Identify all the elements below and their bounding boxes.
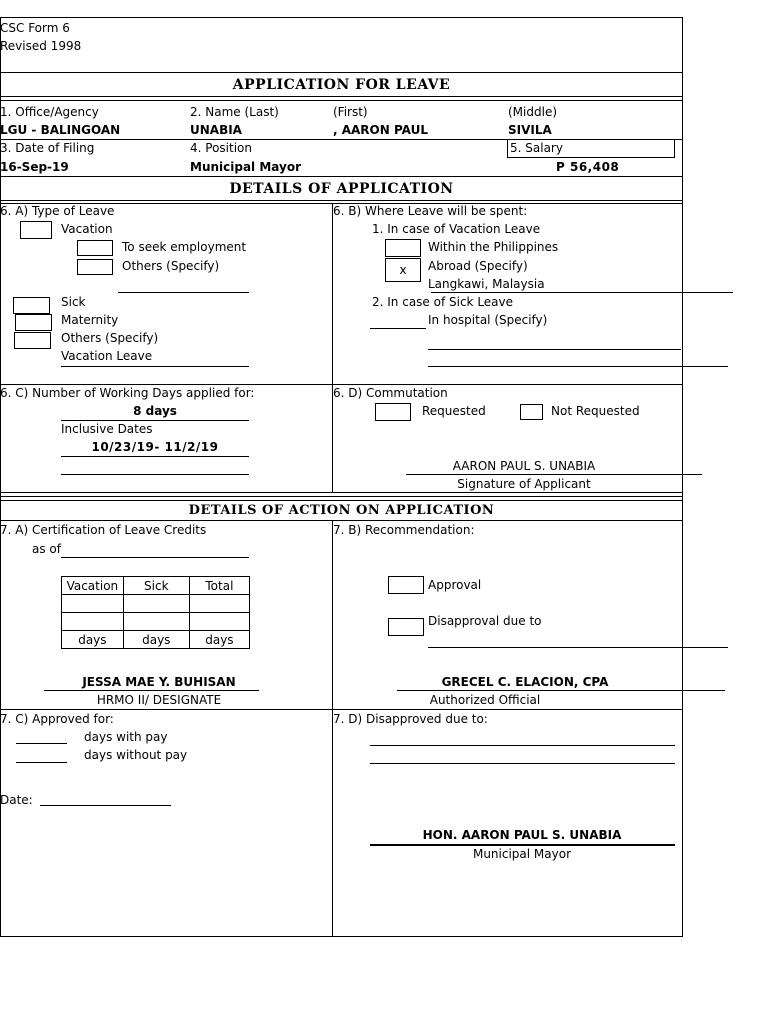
working-days-value: 8 days bbox=[133, 404, 177, 418]
disapproval-reason-line[interactable] bbox=[428, 647, 728, 648]
total-credit-cell[interactable] bbox=[189, 595, 249, 613]
as-of-line[interactable] bbox=[61, 557, 249, 558]
divider bbox=[0, 96, 683, 97]
table-row bbox=[62, 595, 250, 613]
date-label: Date: bbox=[0, 793, 33, 807]
divider bbox=[0, 72, 683, 73]
working-days-line bbox=[61, 420, 249, 421]
office-value: LGU - BALINGOAN bbox=[0, 123, 121, 137]
divider bbox=[0, 492, 683, 493]
requested-label: Requested bbox=[422, 404, 486, 418]
official-signatory: GRECEL C. ELACION, CPA bbox=[441, 675, 609, 689]
approved-for-label: 7. C) Approved for: bbox=[0, 712, 114, 726]
inclusive-dates-value: 10/23/19- 11/2/19 bbox=[91, 440, 219, 454]
action-heading: DETAILS OF ACTION ON APPLICATION bbox=[188, 503, 495, 518]
name-first-label: (First) bbox=[333, 105, 368, 119]
divider bbox=[0, 100, 683, 101]
name-last-label: 2. Name (Last) bbox=[190, 105, 279, 119]
mayor-title: Municipal Mayor bbox=[472, 847, 572, 861]
abroad-label: Abroad (Specify) bbox=[428, 259, 528, 273]
commutation-label: 6. D) Commutation bbox=[333, 386, 448, 400]
sick-checkbox[interactable] bbox=[13, 297, 50, 314]
divider bbox=[0, 520, 683, 521]
sick-credit-cell[interactable] bbox=[123, 595, 189, 613]
divider bbox=[332, 520, 333, 937]
maternity-label: Maternity bbox=[61, 313, 119, 327]
date-filing-value: 16-Sep-19 bbox=[0, 160, 69, 174]
recommendation-label: 7. B) Recommendation: bbox=[333, 523, 475, 537]
disapproval-checkbox[interactable] bbox=[388, 618, 424, 636]
column-header-sick: Sick bbox=[123, 577, 189, 595]
as-of-label: as of bbox=[32, 542, 61, 556]
others-specify-label: Others (Specify) bbox=[122, 259, 220, 273]
hrmo-title: HRMO II/ DESIGNATE bbox=[96, 693, 222, 707]
details-heading: DETAILS OF APPLICATION bbox=[229, 181, 454, 197]
salary-label: 5. Salary bbox=[510, 141, 563, 155]
in-hospital-blank[interactable] bbox=[370, 328, 426, 329]
others-label: Others (Specify) bbox=[61, 331, 159, 345]
inclusive-dates-label: Inclusive Dates bbox=[61, 422, 153, 436]
days-without-pay-label: days without pay bbox=[84, 748, 188, 762]
form-code: CSC Form 6 bbox=[0, 21, 70, 35]
vacation-credit-cell[interactable] bbox=[62, 613, 124, 631]
mayor-signatory: HON. AARON PAUL S. UNABIA bbox=[422, 828, 622, 842]
approval-checkbox[interactable] bbox=[388, 576, 424, 594]
mayor-signature-line bbox=[370, 844, 675, 846]
official-title: Authorized Official bbox=[429, 693, 541, 707]
signature-line bbox=[406, 474, 702, 475]
not-requested-checkbox[interactable] bbox=[520, 404, 543, 420]
disapproved-label: 7. D) Disapproved due to: bbox=[333, 712, 488, 726]
divider bbox=[0, 176, 683, 177]
table-header-row bbox=[62, 577, 250, 595]
divider bbox=[0, 709, 683, 710]
divider bbox=[0, 496, 683, 497]
maternity-checkbox[interactable] bbox=[15, 314, 52, 331]
page-title: APPLICATION FOR LEAVE bbox=[232, 77, 451, 93]
disapproved-reason-line-2[interactable] bbox=[370, 763, 675, 764]
form-revised: Revised 1998 bbox=[0, 39, 82, 53]
position-value: Municipal Mayor bbox=[190, 160, 301, 174]
date-line[interactable] bbox=[40, 805, 171, 806]
sick-label: Sick bbox=[61, 295, 86, 309]
inclusive-dates-line bbox=[61, 456, 249, 457]
abroad-checkbox[interactable]: x bbox=[385, 258, 421, 282]
vacation-credit-cell[interactable] bbox=[62, 595, 124, 613]
divider bbox=[332, 203, 333, 492]
office-label: 1. Office/Agency bbox=[0, 105, 99, 119]
divider bbox=[0, 200, 683, 201]
days-without-pay-blank[interactable] bbox=[16, 762, 67, 763]
sick-credit-cell[interactable] bbox=[123, 613, 189, 631]
others-specify-line[interactable] bbox=[118, 292, 249, 293]
certification-label: 7. A) Certification of Leave Credits bbox=[0, 523, 207, 537]
approval-label: Approval bbox=[428, 578, 482, 592]
vacation-checkbox[interactable] bbox=[20, 221, 52, 239]
official-signature-line bbox=[397, 690, 725, 691]
in-hospital-label: In hospital (Specify) bbox=[428, 313, 548, 327]
table-row bbox=[62, 613, 250, 631]
unit-cell: days bbox=[62, 631, 124, 649]
where-spent-label: 6. B) Where Leave will be spent: bbox=[333, 204, 528, 218]
vacation-case-label: 1. In case of Vacation Leave bbox=[372, 222, 541, 236]
divider bbox=[0, 384, 683, 385]
days-with-pay-blank[interactable] bbox=[16, 743, 67, 744]
total-credit-cell[interactable] bbox=[189, 613, 249, 631]
type-of-leave-label: 6. A) Type of Leave bbox=[0, 204, 115, 218]
disapproval-label: Disapproval due to bbox=[428, 614, 542, 628]
unit-cell: days bbox=[189, 631, 249, 649]
signature-label: Signature of Applicant bbox=[457, 477, 591, 491]
others-checkbox[interactable] bbox=[14, 332, 51, 349]
not-requested-label: Not Requested bbox=[551, 404, 640, 418]
table-units-row bbox=[62, 631, 250, 649]
middle-name-value: SIVILA bbox=[508, 123, 552, 137]
last-name-value: UNABIA bbox=[190, 123, 242, 137]
requested-checkbox[interactable] bbox=[375, 403, 411, 421]
others-value-line bbox=[61, 366, 249, 367]
in-hospital-line-1[interactable] bbox=[428, 349, 681, 350]
abroad-value: Langkawi, Malaysia bbox=[428, 277, 545, 291]
applicant-name: AARON PAUL S. UNABIA bbox=[452, 459, 596, 473]
within-ph-checkbox[interactable] bbox=[385, 239, 421, 257]
leave-credits-table bbox=[61, 576, 250, 649]
vacation-label: Vacation bbox=[61, 222, 113, 236]
sick-case-label: 2. In case of Sick Leave bbox=[372, 295, 514, 309]
position-label: 4. Position bbox=[190, 141, 252, 155]
column-header-vacation: Vacation bbox=[62, 577, 124, 595]
first-name-value: , AARON PAUL bbox=[333, 123, 428, 137]
in-hospital-line-2[interactable] bbox=[428, 366, 728, 367]
hrmo-signature-line bbox=[44, 690, 259, 691]
days-with-pay-label: days with pay bbox=[84, 730, 168, 744]
abroad-value-line bbox=[431, 292, 733, 293]
hrmo-signatory: JESSA MAE Y. BUHISAN bbox=[82, 675, 236, 689]
column-header-total: Total bbox=[189, 577, 249, 595]
date-filing-label: 3. Date of Filing bbox=[0, 141, 95, 155]
name-middle-label: (Middle) bbox=[508, 105, 558, 119]
disapproved-reason-line-1[interactable] bbox=[370, 745, 675, 746]
working-days-label: 6. C) Number of Working Days applied for: bbox=[0, 386, 255, 400]
inclusive-dates-line-2 bbox=[61, 474, 249, 475]
others-specify-checkbox[interactable] bbox=[77, 259, 113, 275]
seek-employment-checkbox[interactable] bbox=[77, 240, 113, 256]
others-value: Vacation Leave bbox=[61, 349, 153, 363]
seek-employment-label: To seek employment bbox=[122, 240, 247, 254]
unit-cell: days bbox=[123, 631, 189, 649]
divider bbox=[0, 500, 683, 501]
salary-value: P 56,408 bbox=[556, 160, 620, 174]
within-ph-label: Within the Philippines bbox=[428, 240, 559, 254]
